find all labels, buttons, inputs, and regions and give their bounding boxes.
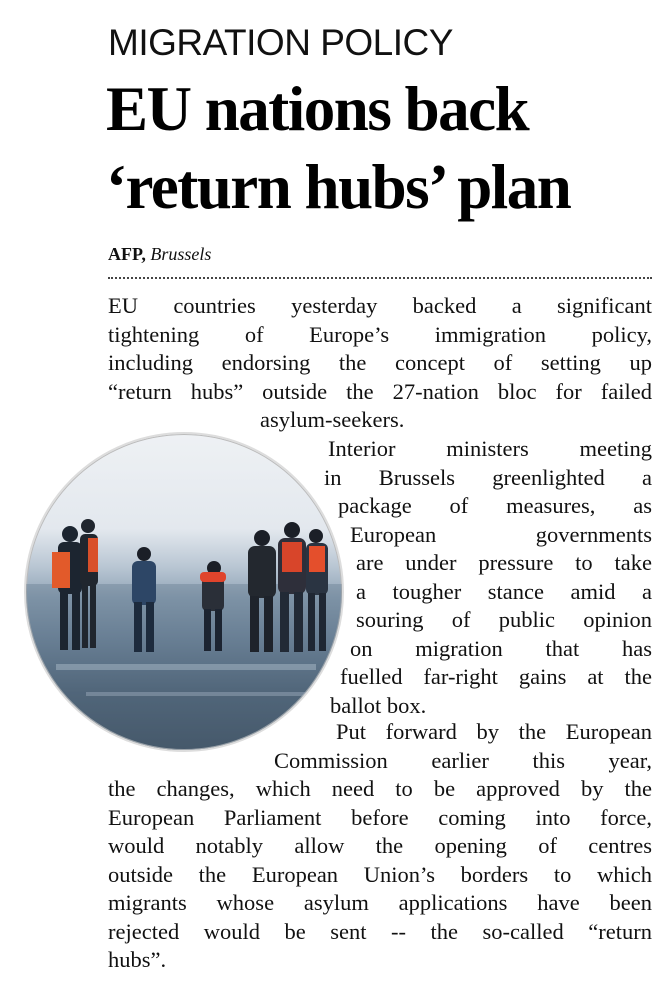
byline bbox=[108, 242, 658, 266]
body-line: Put forward by the European bbox=[336, 719, 652, 744]
body-line: would notably allow the opening of centres bbox=[108, 833, 652, 858]
headline bbox=[106, 70, 662, 226]
body-line: tightening of Europe’s immigration policy, bbox=[108, 321, 652, 347]
body-line: European Parliament before coming into force, bbox=[108, 804, 652, 830]
headline-line: ‘return hubs’ plan bbox=[106, 152, 571, 222]
body-line: Interior ministers meeting bbox=[328, 436, 652, 461]
paragraph-1 bbox=[108, 292, 652, 435]
body-line: a tougher stance amid a bbox=[356, 578, 652, 604]
body-line: on migration that has bbox=[350, 635, 652, 661]
body-line: ballot box. bbox=[330, 692, 427, 718]
body-line: rejected would be sent -- the so-called “return bbox=[108, 918, 652, 944]
body-line: souring of public opinion bbox=[356, 607, 652, 632]
body-line: EU countries yesterday backed a significant bbox=[108, 293, 652, 318]
body-line: “return hubs” outside the 27-nation bloc for failed bbox=[108, 378, 652, 404]
kicker: MIGRATION POLICY bbox=[108, 22, 453, 63]
paragraph-3 bbox=[108, 718, 652, 975]
byline-place: Brussels bbox=[150, 244, 212, 264]
headline-line: EU nations back bbox=[106, 74, 529, 144]
body-line: outside the European Union’s borders to which bbox=[108, 861, 652, 887]
body-line: are under pressure to take bbox=[356, 550, 652, 575]
body-line: European governments bbox=[350, 521, 652, 547]
migrants-beach-photo bbox=[26, 434, 342, 750]
body-line: Commission earlier this year, bbox=[274, 747, 652, 773]
body-line: hubs”. bbox=[108, 947, 167, 972]
body-line: fuelled far-right gains at the bbox=[340, 664, 652, 689]
body-line: in Brussels greenlighted a bbox=[324, 464, 652, 490]
body-line: the changes, which need to be approved by the bbox=[108, 776, 652, 801]
body-line: including endorsing the concept of setting up bbox=[108, 350, 652, 375]
body-line: migrants whose asylum applications have been bbox=[108, 890, 652, 915]
body-line: package of measures, as bbox=[338, 493, 652, 518]
byline-agency: AFP, bbox=[108, 244, 146, 264]
photo bbox=[24, 432, 344, 752]
body-line: asylum-seekers. bbox=[260, 407, 405, 432]
dotted-divider bbox=[108, 277, 652, 279]
